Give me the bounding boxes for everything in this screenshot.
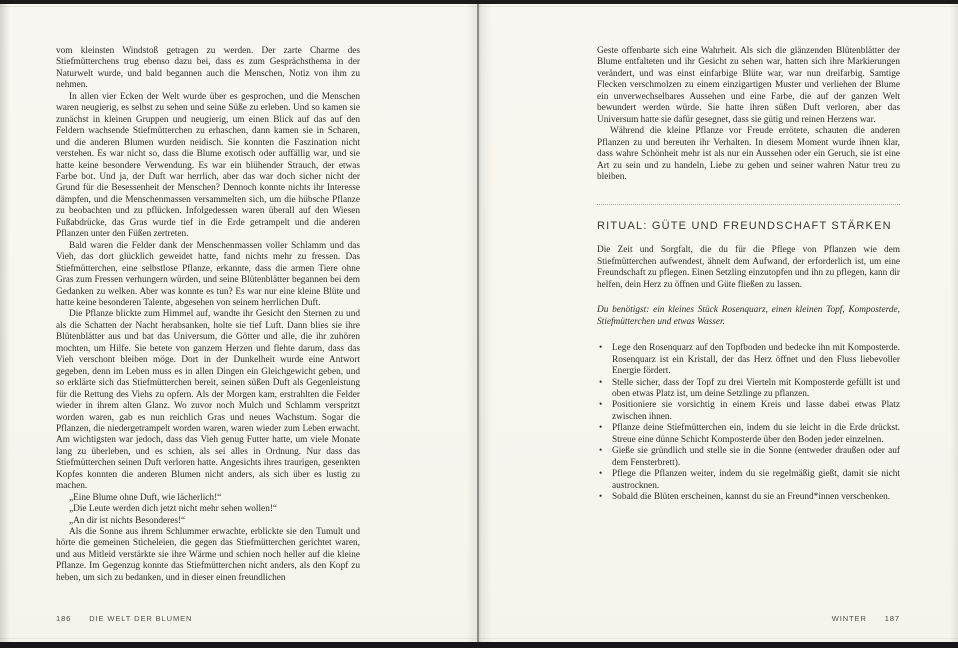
ritual-step-text: Pflanze deine Stiefmütterchen ein, indem du sie leicht in die Erde drückst. Streue eine dünne Schicht Komposterde über den Boden jeder einzelnen. bbox=[612, 423, 900, 445]
bullet-marker: • bbox=[599, 377, 603, 388]
ritual-step-text: Lege den Rosenquarz auf den Topfboden und bedecke ihn mit Komposterde. Rosenquarz ist ein Kristall, der das Herz öffnet und den Fluss liebevoller Energie fördert. bbox=[612, 343, 900, 377]
story-paragraph: In allen vier Ecken der Welt wurde über es gesprochen, und die Menschen waren neugierig, es selbst zu sehen und seine Süße zu erleben. Und so kamen sie zunächst in kleinen Gruppen und neugierig, um einen Blick auf das auf den Feldern wachsende Stiefmütterchen zu erhaschen, dann kamen sie in Scharen, und die anderen Blumen wurden neidisch. Sie konnten die Faszination nicht verstehen. Es war nicht so, dass die Blume exotisch oder auffällig war, und sie hatte keine besondere Verwendung. Es war ein blühender Strauch, der etwas Farbe bot. Und ja, der Duft war herrlich, aber das war doch sicher nicht der Grund für die Besessenheit der Menschen? Dennoch konnte nichts ihr Interesse dämpfen, und die Menschenmassen versammelten sich, um die hübsche Pflanze zu beobachten und zu pflücken. Infolgedessen waren überall auf den Wiesen Fußabdrücke, das Gras wurde tief in die Erde getrampelt und die anderen Pflanzen unter den Füßen zertreten. bbox=[56, 91, 360, 240]
ritual-step-text: Sobald die Blüten erscheinen, kannst du sie an Freund*innen verschenken. bbox=[612, 492, 891, 503]
left-page-text-column bbox=[56, 46, 360, 584]
story-paragraph: Geste offenbarte sich eine Wahrheit. Als sich die glänzenden Blütenblätter der Blume entfalteten und ihr Gesicht zu sehen war, hatten sich ihre Markierungen verändert, und was einst einfarbige Blüte war, war nun dreifarbig. Samtige Flecken verschmolzen zu einem einzigartigen Muster und verliehen der Blume ein unverwechselbares Aussehen und eine Farbe, die auf der ganzen Welt bewundert werden würde. Sie hatte ihren süßen Duft verloren, aber das Universum hatte sie dafür gesegnet, dass sie gütig und reinen Herzens war. bbox=[597, 46, 900, 125]
ritual-section-heading: RITUAL: GÜTE UND FREUNDSCHAFT STÄRKEN bbox=[597, 220, 892, 233]
ritual-materials-paragraph: Du benötigst: ein kleines Stück Rosenquarz, einen kleinen Topf, Komposterde, Stiefmütterchen und etwas Wasser. bbox=[597, 305, 900, 327]
left-page-footer bbox=[56, 614, 192, 623]
ritual-steps-list bbox=[597, 343, 900, 503]
story-paragraph: Bald waren die Felder dank der Menschenmassen voller Schlamm und das Vieh, das dort glücklich geweidet hatte, fand nichts mehr zu fressen. Das Stiefmütterchen, eine selbstlose Pflanze, erkannte, dass die armen Tiere ohne Gras zum Fressen verhungern würden, und seine Blütenblätter begannen bei dem Gedanken zu welken. Aber was konnte es tun? Es war nur eine kleine Blüte und hatte keine besonderen Talente, abgesehen von seinem herrlichen Duft. bbox=[56, 240, 360, 308]
bullet-marker: • bbox=[599, 400, 603, 411]
dialogue-line: „Die Leute werden dich jetzt nicht mehr sehen wollen!“ bbox=[69, 504, 278, 515]
right-page-text-column bbox=[597, 46, 900, 504]
ritual-step bbox=[597, 469, 900, 492]
ritual-step-text: Gieße sie gründlich und stelle sie in die Sonne (entweder draußen oder auf dem Fensterbrett). bbox=[612, 446, 900, 468]
right-page-number: 187 bbox=[884, 614, 900, 623]
page-edge-shadow-right bbox=[950, 4, 958, 642]
story-paragraph: Während die kleine Pflanze vor Freude errötete, schauten die anderen Pflanzen zu und bereuten ihr Verhalten. In diesem Moment wurde ihnen klar, dass wahre Schönheit mehr ist als nur ein Aussehen oder ein Geruch, sie ist eine Art zu sein und zu handeln, Liebe zu geben und seiner wahren Natur treu zu bleiben. bbox=[597, 126, 900, 182]
book-gutter-shade bbox=[466, 4, 492, 642]
ritual-step-text: Pflege die Pflanzen weiter, indem du sie regelmäßig gießt, damit sie nicht austrocknen. bbox=[612, 469, 900, 491]
ritual-step bbox=[597, 423, 900, 446]
ritual-step-text: Stelle sicher, dass der Topf zu drei Vierteln mit Komposterde gefüllt ist und oben etwas Platz ist, um deine Setzlinge zu pflanzen. bbox=[612, 377, 900, 399]
right-running-title: WINTER bbox=[831, 614, 867, 623]
scan-frame-bottom-bar bbox=[0, 642, 958, 648]
bullet-marker: • bbox=[599, 469, 603, 480]
ritual-step bbox=[597, 378, 900, 401]
section-divider bbox=[597, 204, 900, 205]
left-page-number: 186 bbox=[56, 614, 72, 623]
ritual-step bbox=[597, 446, 900, 469]
bullet-marker: • bbox=[599, 423, 603, 434]
right-page-footer bbox=[832, 614, 900, 623]
page-edge-shadow-left bbox=[0, 4, 10, 642]
dialogue-line: „Eine Blume ohne Duft, wie lächerlich!“ bbox=[69, 492, 222, 503]
bullet-marker: • bbox=[599, 343, 603, 354]
dialogue-line: „An dir ist nichts Besonderes!“ bbox=[69, 515, 186, 526]
bullet-marker: • bbox=[599, 446, 603, 457]
story-paragraph: Als die Sonne aus ihrem Schlummer erwachte, erblickte sie den Tumult und hörte die gemeinen Sticheleien, die gegen das Stiefmütterchen gerichtet waren, und aus Mitleid verstärkte sie ihre Wärme und schien noch heller auf die kleine Pflanze. Im Gegenzug konnte das Stiefmütterchen nicht anders, als den Kopf zu heben, um sich zu bedanken, und in dieser einen freundlichen bbox=[56, 527, 360, 583]
ritual-step bbox=[597, 400, 900, 423]
bullet-marker: • bbox=[599, 492, 603, 503]
left-running-title: DIE WELT DER BLUMEN bbox=[89, 614, 193, 623]
story-paragraph: vom kleinsten Windstoß getragen zu werden. Der zarte Charme des Stiefmütterchens trug ebenso dazu bei, dass es zum Gesprächsthema in der Naturwelt wurde, und bald begannen auch die Menschen, Notiz von ihm zu nehmen. bbox=[56, 46, 360, 91]
ritual-step-text: Positioniere sie vorsichtig in einem Kreis und lasse dabei etwas Platz zwischen ihnen. bbox=[612, 400, 900, 422]
ritual-intro-paragraph: Die Zeit und Sorgfalt, die du für die Pflege von Pflanzen wie dem Stiefmütterchen aufwendest, ähnelt dem Aufwand, der erforderlich ist, um eine Freundschaft zu pflegen. Einen Setzling einzutopfen und ihn zu pflegen, kann dir helfen, dein Herz zu öffnen und Güte fließen zu lassen. bbox=[597, 245, 900, 290]
ritual-step bbox=[597, 492, 900, 503]
story-paragraph: Die Pflanze blickte zum Himmel auf, wandte ihr Gesicht den Sternen zu und als die Schatten der Nacht herabsanken, holte sie tief Luft. Dann blies sie ihre Blütenblätter aus und bat das Universum, die Götter und alle, die ihr zuhören mochten, um Hilfe. Sie betete von ganzem Herzen und flehte darum, dass das Vieh verschont bleiben möge. Dort in der Dunkelheit wurde eine Antwort gegeben, denn im Leben muss es in allen Dingen ein Gleichgewicht geben, und so erklärte sich das Stiefmütterchen bereit, seinen süßen Duft als Gegenleistung für die Rettung des Viehs zu opfern. Als der Morgen kam, erstrahlten die Felder wieder in ihrem alten Glanz. Wo zuvor noch Mulch und Schlamm verspritzt worden waren, gab es nun reichlich Gras und neues Wachstum. Sogar die Pflanzen, die niedergetrampelt worden waren, waren wieder zum Leben erwacht. Am wichtigsten war jedoch, dass das Vieh genug Futter hatte, um viele Monate lang zu überleben, und es schien, als sei alles in Ordnung. Nur dass das Stiefmütterchen seinen Duft verloren hatte. Angesichts ihres traurigen, gesenkten Kopfes konnten die anderen Blumen nicht anders, als sich über es lustig zu machen. bbox=[56, 309, 360, 492]
book-gutter-line bbox=[477, 4, 479, 642]
ritual-step bbox=[597, 343, 900, 377]
